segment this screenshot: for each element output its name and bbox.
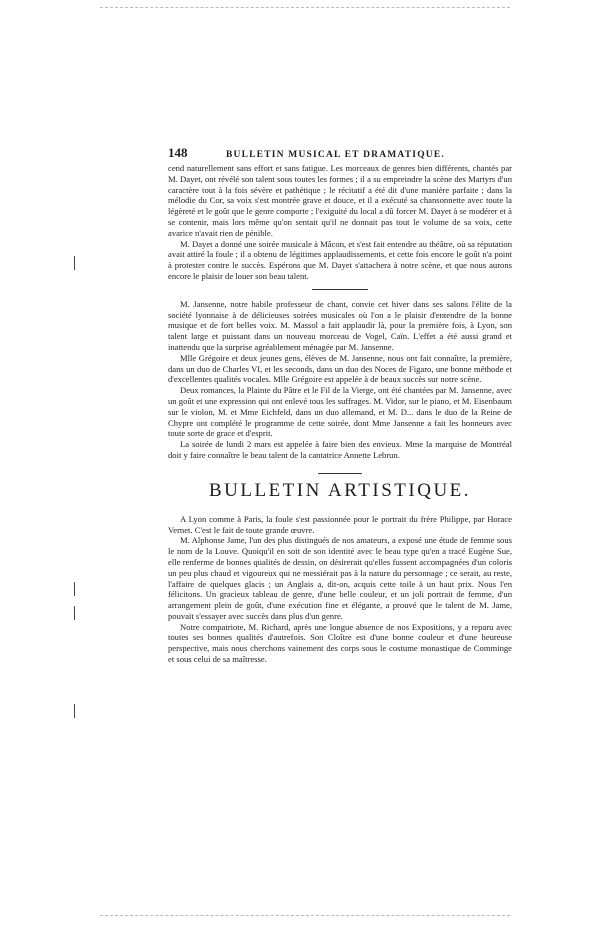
section-heading xyxy=(168,473,512,502)
bottom-dashed-rule xyxy=(100,915,510,916)
document-page xyxy=(168,145,512,665)
margin-mark xyxy=(74,256,75,270)
section-title: BULLETIN ARTISTIQUE. xyxy=(208,479,472,501)
artistique-section xyxy=(168,514,512,665)
paragraph: M. Alphonse Jame, l'un des plus distingués de nos amateurs, a exposé une étude de femme sous le nom de la Louve. Quoiqu'il en soit de son identité avec le beau type qu'en a tracé Eugène Sue, elle renferme de bonnes qualités de dessin, on désirerait qu'elles fussent accompagnées d'un coloris un peu plus chaud et vigoureux qui ne messiérait pas à la nature du personnage ; ce serait, au reste, l'affaire de quelques glacis ; un Anglais a, dit-on, acquis cette toile à un haut prix. Nous l'en félicitons. Un gracieux tableau de genre, d'une belle couleur, et un joli portrait de femme, d'un arrangement plein de goût, d'une exécution fine et élégante, a prouvé que le talent de M. Jame, pouvait s'essayer avec succès dans plus d'un genre. xyxy=(168,535,512,621)
margin-mark xyxy=(74,582,75,596)
musical-section xyxy=(168,163,512,461)
paragraph: Mlle Grégoire et deux jeunes gens, élèves de M. Jansenne, nous ont fait connaître, la première, dans un duo de Charles VI, et les seconds, dans un duo des Noces de Figaro, une bonne méthode et d'excellentes qualités vocales. Mlle Grégoire est appelée à de beaux succès sur notre scène. xyxy=(168,352,512,385)
paragraph: La soirée de lundi 2 mars est appelée à faire bien des envieux. Mme la marquise de Montréal doit y faire connaître le beau talent de la cantatrice Annette Lebrun. xyxy=(168,439,512,460)
section-separator xyxy=(312,289,368,290)
paragraph: Deux romances, la Plainte du Pâtre et le Fil de la Vierge, ont été chantées par M. Jansenne, avec un goût et une expression qui ont enlevé tous les suffrages. M. Vidor, sur le piano, et M. Eisenbaum sur le violon, M. et Mme Eichfeld, dans un duo allemand, et M. D... dans le duo de la Reine de Chypre ont complété le programme de cette soirée, dont Mme Jansenne a fait les honneurs avec toute sorte de grace et d'esprit. xyxy=(168,385,512,439)
journal-title: BULLETIN MUSICAL ET DRAMATIQUE. xyxy=(226,150,445,160)
running-header xyxy=(168,145,512,162)
paragraph: Notre compatriote, M. Richard, après une longue absence de nos Expositions, y a reparu avec toutes ses bonnes qualités d'autrefois. Son Cloître est d'une bonne couleur et d'une heureuse perspective, mais nous cherchons vainement des corps sous le costume monastique de Comminge et sous celui de sa maîtresse. xyxy=(168,621,512,665)
heading-rule xyxy=(318,473,362,474)
margin-mark xyxy=(74,606,75,620)
paragraph: M. Dayet a donné une soirée musicale à Mâcon, et s'est fait entendre au théâtre, où sa réputation avait attiré la foule ; il a obtenu de légitimes applaudissements, et cette fois encore le goût n'a point à protester contre le succès. Espérons que M. Dayet s'attachera à notre scène, et que nous aurons encore le plaisir de louer son beau talent. xyxy=(168,238,512,281)
page-number: 148 xyxy=(168,145,188,160)
paragraph: cend naturellement sans effort et sans fatigue. Les morceaux de genres bien différents, chantés par M. Dayet, ont révélé son talent sous toutes les formes ; il a su empreindre la scène des Martyrs d'un caractère tout à la fois sévère et pathétique ; le récitatif a été dit d'une manière parfaite ; dans la mélodie du Cor, sa voix s'est montrée grave et douce, et il a exécuté sa chansonnette avec toute la légèreté et le goût que le genre comporte ; l'exiguité du local a dû forcer M. Dayet à se modérer et à se contenir, mais lors même qu'on sentait qu'il ne donnait pas tout le volume de sa voix, cette avarice n'avait rien de pénible. xyxy=(168,163,512,238)
top-dashed-rule xyxy=(100,7,510,8)
margin-mark xyxy=(74,704,75,718)
paragraph: M. Jansenne, notre habile professeur de chant, convie cet hiver dans ses salons l'élite de la société lyonnaise à de délicieuses soirées musicales où l'on a le plaisir d'entendre de la bonne musique et de fort belles voix. M. Massol a fait applaudir là, pour la première fois, à Lyon, son talent large et puissant dans un nouveau morceau de Vogel, Caïn. L'effet a été aussi grand et inattendu que la surprise agréablement ménagée par M. Jansenne. xyxy=(168,298,512,352)
paragraph: A Lyon comme à Paris, la foule s'est passionnée pour le portrait du frère Philippe, par Horace Vernet. C'est le fait de toute grande œuvre. xyxy=(168,513,512,535)
